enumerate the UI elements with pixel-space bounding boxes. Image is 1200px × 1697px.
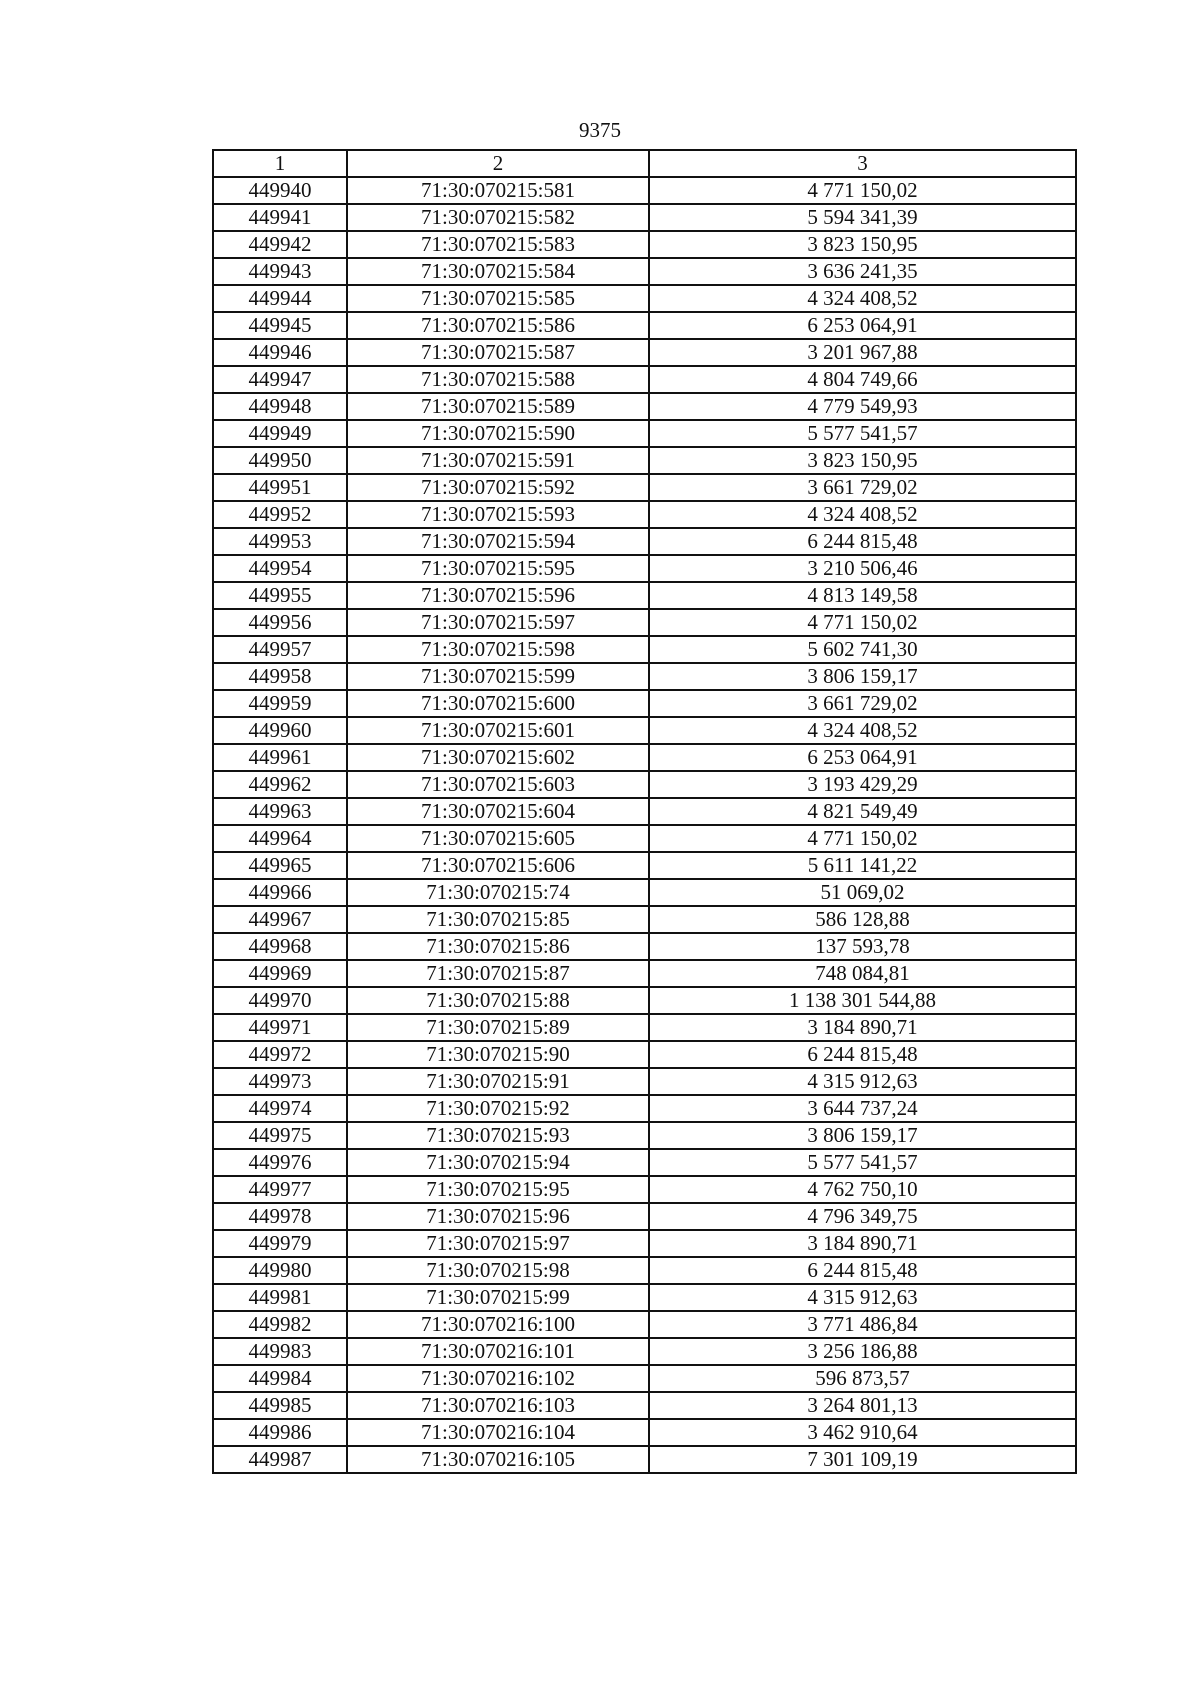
row-number-cell: 449951	[213, 474, 347, 501]
cadastral-value-cell: 3 201 967,88	[649, 339, 1076, 366]
row-number-cell: 449972	[213, 1041, 347, 1068]
table-row	[213, 663, 1076, 690]
row-number-cell: 449980	[213, 1257, 347, 1284]
cadastral-number-cell: 71:30:070215:602	[347, 744, 649, 771]
table-row	[213, 1311, 1076, 1338]
cadastral-value-cell: 4 324 408,52	[649, 717, 1076, 744]
cadastral-number-cell: 71:30:070215:581	[347, 177, 649, 204]
row-number-cell: 449965	[213, 852, 347, 879]
row-number-cell: 449948	[213, 393, 347, 420]
cadastral-value-cell: 3 264 801,13	[649, 1392, 1076, 1419]
cadastral-value-cell: 5 577 541,57	[649, 1149, 1076, 1176]
cadastral-number-cell: 71:30:070215:583	[347, 231, 649, 258]
row-number-cell: 449968	[213, 933, 347, 960]
cadastral-value-cell: 137 593,78	[649, 933, 1076, 960]
cadastral-value-cell: 6 253 064,91	[649, 312, 1076, 339]
cadastral-value-cell: 4 762 750,10	[649, 1176, 1076, 1203]
cadastral-value-cell: 4 771 150,02	[649, 609, 1076, 636]
cadastral-value-cell: 3 644 737,24	[649, 1095, 1076, 1122]
cadastral-value-cell: 586 128,88	[649, 906, 1076, 933]
row-number-cell: 449950	[213, 447, 347, 474]
table-row	[213, 879, 1076, 906]
row-number-cell: 449986	[213, 1419, 347, 1446]
row-number-cell: 449963	[213, 798, 347, 825]
table-row	[213, 1176, 1076, 1203]
cadastral-number-cell: 71:30:070215:92	[347, 1095, 649, 1122]
row-number-cell: 449975	[213, 1122, 347, 1149]
table-row	[213, 825, 1076, 852]
cadastral-value-cell: 3 193 429,29	[649, 771, 1076, 798]
cadastral-number-cell: 71:30:070215:590	[347, 420, 649, 447]
cadastral-number-cell: 71:30:070215:596	[347, 582, 649, 609]
cadastral-number-cell: 71:30:070215:593	[347, 501, 649, 528]
cadastral-value-cell: 3 661 729,02	[649, 690, 1076, 717]
cadastral-number-cell: 71:30:070216:105	[347, 1446, 649, 1473]
cadastral-value-cell: 3 184 890,71	[649, 1014, 1076, 1041]
cadastral-number-cell: 71:30:070215:591	[347, 447, 649, 474]
row-number-cell: 449985	[213, 1392, 347, 1419]
cadastral-value-cell: 3 256 186,88	[649, 1338, 1076, 1365]
row-number-cell: 449978	[213, 1203, 347, 1230]
cadastral-value-cell: 51 069,02	[649, 879, 1076, 906]
cadastral-number-cell: 71:30:070215:604	[347, 798, 649, 825]
cadastral-value-cell: 3 806 159,17	[649, 663, 1076, 690]
table-row	[213, 474, 1076, 501]
cadastral-value-cell: 3 661 729,02	[649, 474, 1076, 501]
cadastral-number-cell: 71:30:070215:95	[347, 1176, 649, 1203]
table-row	[213, 690, 1076, 717]
cadastral-value-cell: 7 301 109,19	[649, 1446, 1076, 1473]
table-row	[213, 744, 1076, 771]
row-number-cell: 449952	[213, 501, 347, 528]
row-number-cell: 449957	[213, 636, 347, 663]
row-number-cell: 449945	[213, 312, 347, 339]
cadastral-value-cell: 3 462 910,64	[649, 1419, 1076, 1446]
cadastral-value-cell: 4 804 749,66	[649, 366, 1076, 393]
table-row	[213, 717, 1076, 744]
table-row	[213, 1419, 1076, 1446]
row-number-cell: 449959	[213, 690, 347, 717]
cadastral-value-cell: 5 594 341,39	[649, 204, 1076, 231]
table-row	[213, 960, 1076, 987]
table-row	[213, 798, 1076, 825]
table-header	[213, 150, 1076, 177]
table-row	[213, 906, 1076, 933]
cadastral-number-cell: 71:30:070215:605	[347, 825, 649, 852]
cadastral-value-cell: 4 779 549,93	[649, 393, 1076, 420]
cadastral-number-cell: 71:30:070216:102	[347, 1365, 649, 1392]
cadastral-number-cell: 71:30:070216:101	[347, 1338, 649, 1365]
cadastral-number-cell: 71:30:070215:594	[347, 528, 649, 555]
cadastral-number-cell: 71:30:070215:88	[347, 987, 649, 1014]
cadastral-number-cell: 71:30:070215:586	[347, 312, 649, 339]
table-row	[213, 366, 1076, 393]
table-row	[213, 1446, 1076, 1473]
cadastral-value-cell: 4 315 912,63	[649, 1284, 1076, 1311]
cadastral-number-cell: 71:30:070215:86	[347, 933, 649, 960]
cadastral-value-cell: 3 771 486,84	[649, 1311, 1076, 1338]
table-row	[213, 177, 1076, 204]
row-number-cell: 449964	[213, 825, 347, 852]
cadastral-number-cell: 71:30:070215:85	[347, 906, 649, 933]
row-number-cell: 449949	[213, 420, 347, 447]
cadastral-number-cell: 71:30:070215:589	[347, 393, 649, 420]
cadastral-number-cell: 71:30:070215:582	[347, 204, 649, 231]
cadastral-value-cell: 4 324 408,52	[649, 285, 1076, 312]
cadastral-value-cell: 6 244 815,48	[649, 1041, 1076, 1068]
cadastral-value-cell: 5 611 141,22	[649, 852, 1076, 879]
cadastral-number-cell: 71:30:070215:90	[347, 1041, 649, 1068]
cadastral-number-cell: 71:30:070215:597	[347, 609, 649, 636]
row-number-cell: 449961	[213, 744, 347, 771]
cadastral-value-cell: 4 771 150,02	[649, 825, 1076, 852]
table-row	[213, 582, 1076, 609]
cadastral-value-table	[212, 149, 1077, 1474]
table-row	[213, 339, 1076, 366]
column-header-2: 2	[347, 150, 649, 177]
table-row	[213, 1041, 1076, 1068]
cadastral-value-cell: 3 823 150,95	[649, 447, 1076, 474]
table-row	[213, 636, 1076, 663]
cadastral-value-cell: 3 184 890,71	[649, 1230, 1076, 1257]
cadastral-number-cell: 71:30:070215:600	[347, 690, 649, 717]
table-row	[213, 771, 1076, 798]
table-row	[213, 1257, 1076, 1284]
column-header-3: 3	[649, 150, 1076, 177]
row-number-cell: 449977	[213, 1176, 347, 1203]
table-row	[213, 1149, 1076, 1176]
table-body	[213, 177, 1076, 1473]
row-number-cell: 449971	[213, 1014, 347, 1041]
cadastral-value-cell: 3 636 241,35	[649, 258, 1076, 285]
cadastral-number-cell: 71:30:070215:603	[347, 771, 649, 798]
table-row	[213, 1284, 1076, 1311]
cadastral-number-cell: 71:30:070215:91	[347, 1068, 649, 1095]
cadastral-number-cell: 71:30:070215:587	[347, 339, 649, 366]
table-row	[213, 204, 1076, 231]
table-row	[213, 258, 1076, 285]
row-number-cell: 449940	[213, 177, 347, 204]
cadastral-number-cell: 71:30:070215:599	[347, 663, 649, 690]
cadastral-value-cell: 4 324 408,52	[649, 501, 1076, 528]
table-row	[213, 1203, 1076, 1230]
cadastral-number-cell: 71:30:070215:74	[347, 879, 649, 906]
row-number-cell: 449974	[213, 1095, 347, 1122]
cadastral-number-cell: 71:30:070216:103	[347, 1392, 649, 1419]
row-number-cell: 449970	[213, 987, 347, 1014]
row-number-cell: 449979	[213, 1230, 347, 1257]
row-number-cell: 449967	[213, 906, 347, 933]
cadastral-number-cell: 71:30:070216:100	[347, 1311, 649, 1338]
table-row	[213, 285, 1076, 312]
cadastral-value-cell: 4 813 149,58	[649, 582, 1076, 609]
cadastral-number-cell: 71:30:070215:97	[347, 1230, 649, 1257]
table-row	[213, 1338, 1076, 1365]
table-header-row	[213, 150, 1076, 177]
table-row	[213, 987, 1076, 1014]
row-number-cell: 449984	[213, 1365, 347, 1392]
table-row	[213, 1230, 1076, 1257]
row-number-cell: 449966	[213, 879, 347, 906]
row-number-cell: 449962	[213, 771, 347, 798]
cadastral-value-cell: 4 796 349,75	[649, 1203, 1076, 1230]
cadastral-value-cell: 4 771 150,02	[649, 177, 1076, 204]
cadastral-value-cell: 3 806 159,17	[649, 1122, 1076, 1149]
table-row	[213, 447, 1076, 474]
row-number-cell: 449953	[213, 528, 347, 555]
cadastral-value-cell: 748 084,81	[649, 960, 1076, 987]
table-row	[213, 1392, 1076, 1419]
cadastral-value-cell: 4 315 912,63	[649, 1068, 1076, 1095]
table-row	[213, 609, 1076, 636]
row-number-cell: 449969	[213, 960, 347, 987]
table-row	[213, 501, 1076, 528]
cadastral-number-cell: 71:30:070215:87	[347, 960, 649, 987]
row-number-cell: 449955	[213, 582, 347, 609]
cadastral-number-cell: 71:30:070215:606	[347, 852, 649, 879]
table-row	[213, 1068, 1076, 1095]
cadastral-value-cell: 6 244 815,48	[649, 1257, 1076, 1284]
cadastral-value-cell: 3 823 150,95	[649, 231, 1076, 258]
cadastral-number-cell: 71:30:070215:601	[347, 717, 649, 744]
cadastral-value-cell: 6 253 064,91	[649, 744, 1076, 771]
row-number-cell: 449987	[213, 1446, 347, 1473]
row-number-cell: 449942	[213, 231, 347, 258]
cadastral-number-cell: 71:30:070215:584	[347, 258, 649, 285]
cadastral-value-cell: 4 821 549,49	[649, 798, 1076, 825]
cadastral-number-cell: 71:30:070215:588	[347, 366, 649, 393]
cadastral-number-cell: 71:30:070216:104	[347, 1419, 649, 1446]
cadastral-number-cell: 71:30:070215:93	[347, 1122, 649, 1149]
row-number-cell: 449982	[213, 1311, 347, 1338]
cadastral-number-cell: 71:30:070215:99	[347, 1284, 649, 1311]
page-number: 9375	[579, 118, 621, 142]
row-number-cell: 449946	[213, 339, 347, 366]
row-number-cell: 449958	[213, 663, 347, 690]
row-number-cell: 449960	[213, 717, 347, 744]
cadastral-number-cell: 71:30:070215:89	[347, 1014, 649, 1041]
cadastral-value-cell: 3 210 506,46	[649, 555, 1076, 582]
row-number-cell: 449954	[213, 555, 347, 582]
table-row	[213, 933, 1076, 960]
row-number-cell: 449947	[213, 366, 347, 393]
cadastral-number-cell: 71:30:070215:94	[347, 1149, 649, 1176]
row-number-cell: 449956	[213, 609, 347, 636]
cadastral-number-cell: 71:30:070215:595	[347, 555, 649, 582]
table-row	[213, 393, 1076, 420]
table-row	[213, 420, 1076, 447]
table-row	[213, 231, 1076, 258]
row-number-cell: 449944	[213, 285, 347, 312]
table-row	[213, 1365, 1076, 1392]
cadastral-number-cell: 71:30:070215:585	[347, 285, 649, 312]
row-number-cell: 449973	[213, 1068, 347, 1095]
cadastral-value-cell: 6 244 815,48	[649, 528, 1076, 555]
table-row	[213, 312, 1076, 339]
table-row	[213, 528, 1076, 555]
row-number-cell: 449943	[213, 258, 347, 285]
table-row	[213, 1122, 1076, 1149]
column-header-1: 1	[213, 150, 347, 177]
cadastral-number-cell: 71:30:070215:592	[347, 474, 649, 501]
cadastral-number-cell: 71:30:070215:96	[347, 1203, 649, 1230]
cadastral-number-cell: 71:30:070215:98	[347, 1257, 649, 1284]
table-row	[213, 852, 1076, 879]
cadastral-value-cell: 1 138 301 544,88	[649, 987, 1076, 1014]
cadastral-value-cell: 5 577 541,57	[649, 420, 1076, 447]
row-number-cell: 449941	[213, 204, 347, 231]
cadastral-value-cell: 596 873,57	[649, 1365, 1076, 1392]
row-number-cell: 449983	[213, 1338, 347, 1365]
table-row	[213, 1095, 1076, 1122]
cadastral-number-cell: 71:30:070215:598	[347, 636, 649, 663]
cadastral-value-cell: 5 602 741,30	[649, 636, 1076, 663]
row-number-cell: 449976	[213, 1149, 347, 1176]
table-row	[213, 555, 1076, 582]
row-number-cell: 449981	[213, 1284, 347, 1311]
table-row	[213, 1014, 1076, 1041]
